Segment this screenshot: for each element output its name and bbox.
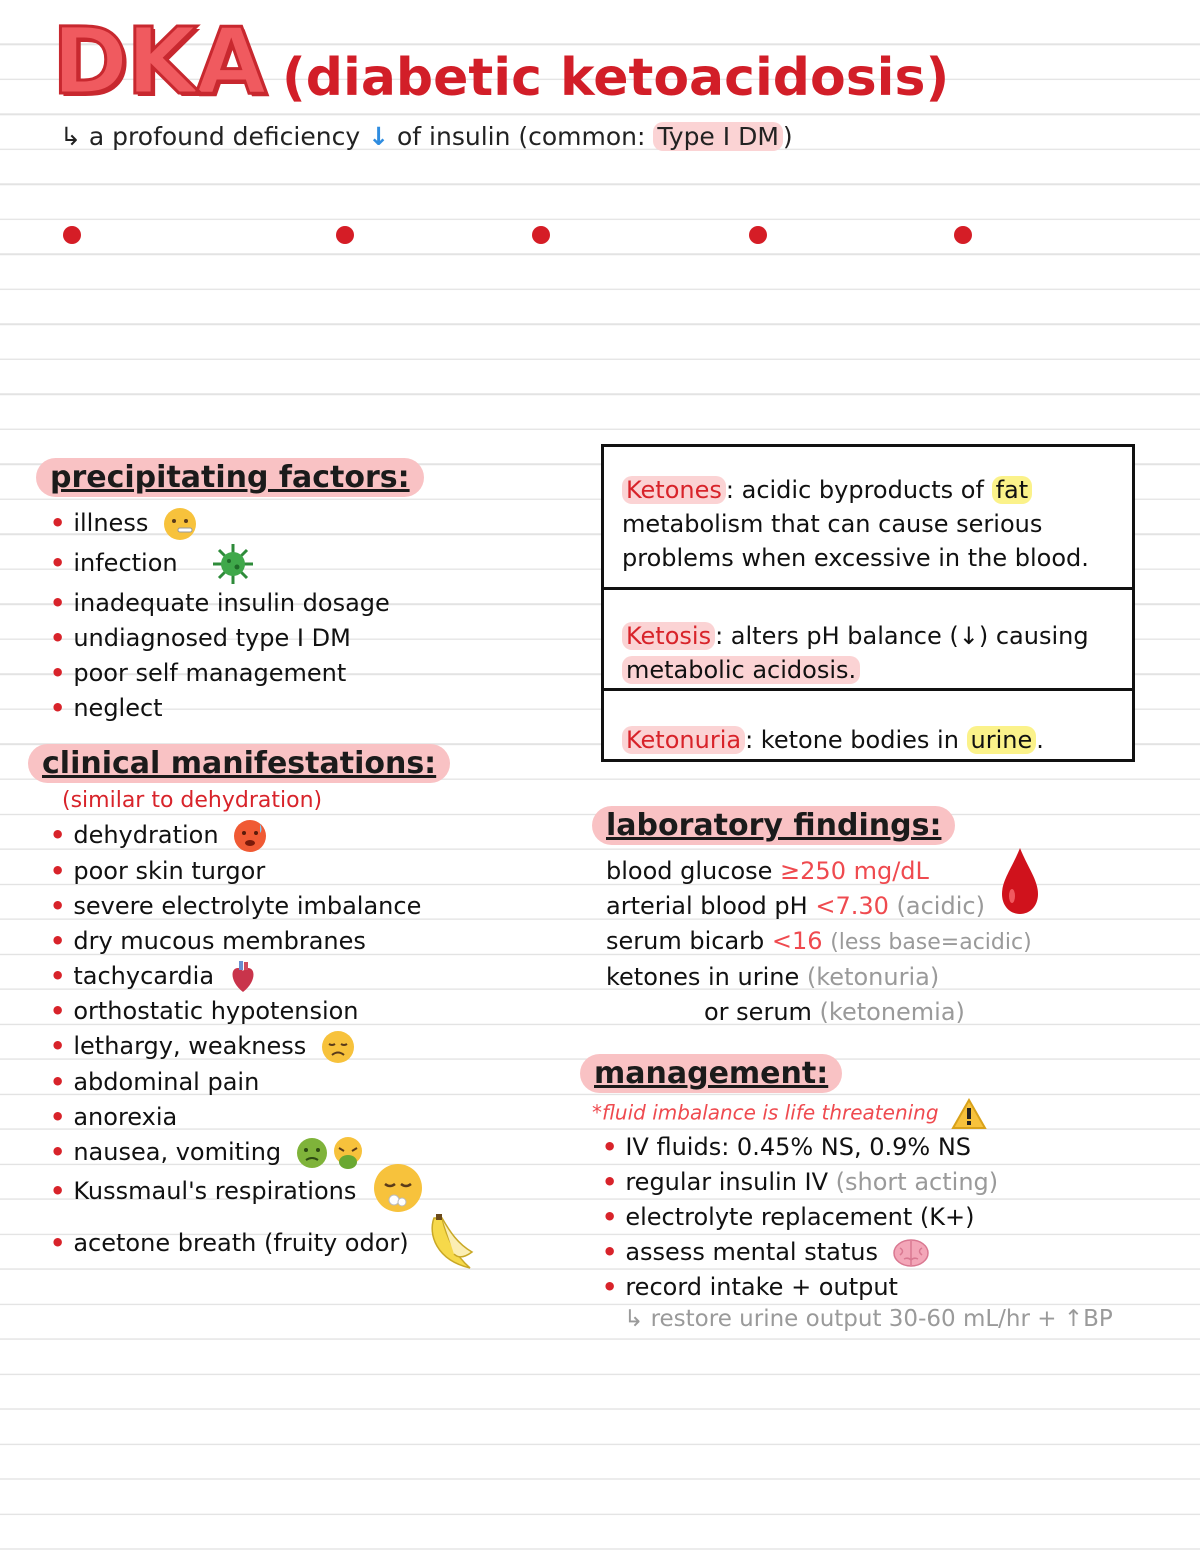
management-warning: *fluid imbalance is life threatening — [592, 1098, 987, 1130]
hot-face-icon — [232, 818, 268, 854]
down-arrow-icon: ↓ — [368, 122, 390, 151]
subtitle-arrow: ↳ — [60, 122, 81, 151]
ketonuria-definition: Ketonuria : ketone bodies in urine . — [604, 707, 1132, 773]
subtitle — [60, 122, 793, 151]
management-list — [602, 1130, 998, 1305]
page-title-abbr: DKA — [52, 8, 265, 115]
list-item: • orthostatic hypotension — [50, 997, 359, 1025]
ketosis-definition: Ketosis : alters pH balance (↓) causing metabolic acidosis. — [604, 603, 1132, 703]
list-item: • assess mental status — [602, 1235, 998, 1270]
subtitle-text-after: of insulin (common: — [396, 122, 646, 151]
list-item: • lethargy, weakness — [50, 1029, 478, 1065]
lab-rows — [606, 854, 1032, 1030]
lab-row: serum bicarb <16 (less base=acidic) — [606, 927, 1032, 955]
virus-icon — [211, 542, 255, 586]
list-item: • abdominal pain — [50, 1068, 260, 1096]
management-heading: management: — [580, 1054, 842, 1093]
list-item: • dry mucous membranes — [50, 927, 366, 955]
subtitle-text-before: a profound deficiency — [88, 122, 361, 151]
divider — [604, 587, 1132, 590]
exhaling-face-icon — [372, 1162, 424, 1214]
clinical-note: (similar to dehydration) — [62, 788, 323, 813]
precipitating-list — [50, 506, 390, 726]
ketones-definition: Ketones : acidic byproducts of fat metabolism that can cause serious problems when excessive in the blood. — [622, 476, 1089, 572]
list-item: • Kussmaul's respirations — [50, 1170, 478, 1214]
list-item: • acetone breath (fruity odor) — [50, 1214, 478, 1274]
list-item: • nausea, vomiting — [50, 1135, 478, 1170]
list-item: • undiagnosed type I DM — [50, 624, 351, 652]
list-item: • dehydration — [50, 818, 478, 854]
subtitle-highlight: Type I DM — [653, 122, 783, 151]
banana-icon — [424, 1214, 478, 1274]
lab-row: or serum (ketonemia) — [704, 998, 965, 1026]
lab-row: arterial blood pH <7.30 (acidic) — [606, 892, 985, 920]
subtitle-close: ) — [782, 122, 793, 151]
clinical-list — [50, 818, 478, 1274]
clinical-heading: clinical manifestations: — [28, 744, 450, 783]
disappointed-face-icon — [320, 1029, 356, 1065]
divider — [604, 688, 1132, 691]
management-sub-note: ↳ restore urine output 30-60 mL/hr + ↑BP — [624, 1306, 1113, 1332]
list-item: • record intake + output — [602, 1273, 898, 1301]
warning-icon — [951, 1098, 987, 1130]
anatomical-heart-icon — [228, 960, 258, 994]
list-item: • poor self management — [50, 659, 347, 687]
bullet-dot — [63, 226, 81, 244]
list-item: • IV fluids: 0.45% NS, 0.9% NS — [602, 1133, 972, 1161]
ketone-definitions-box — [601, 444, 1135, 762]
vomiting-face-icon — [331, 1136, 365, 1170]
bullet-dot — [954, 226, 972, 244]
brain-icon — [892, 1238, 930, 1268]
lab-row: ketones in urine (ketonuria) — [606, 963, 940, 991]
list-item: • infection — [50, 542, 390, 586]
lab-heading: laboratory findings: — [592, 806, 955, 845]
lab-row: blood glucose ≥250 mg/dL — [606, 857, 929, 885]
bullet-dot — [336, 226, 354, 244]
list-item: • tachycardia — [50, 959, 478, 994]
list-item: • illness — [50, 506, 390, 542]
bullet-dot — [532, 226, 550, 244]
nauseated-face-icon — [295, 1136, 329, 1170]
list-item: • electrolyte replacement (K+) — [602, 1203, 975, 1231]
list-item: • anorexia — [50, 1103, 178, 1131]
list-item: • severe electrolyte imbalance — [50, 892, 422, 920]
page-title-full: (diabetic ketoacidosis) — [282, 48, 950, 108]
list-item: • neglect — [50, 694, 163, 722]
list-item: • regular insulin IV (short acting) — [602, 1168, 999, 1196]
sick-face-icon — [162, 506, 198, 542]
list-item: • inadequate insulin dosage — [50, 589, 390, 617]
bullet-dot — [749, 226, 767, 244]
precipitating-heading: precipitating factors: — [36, 458, 424, 497]
list-item: • poor skin turgor — [50, 857, 266, 885]
